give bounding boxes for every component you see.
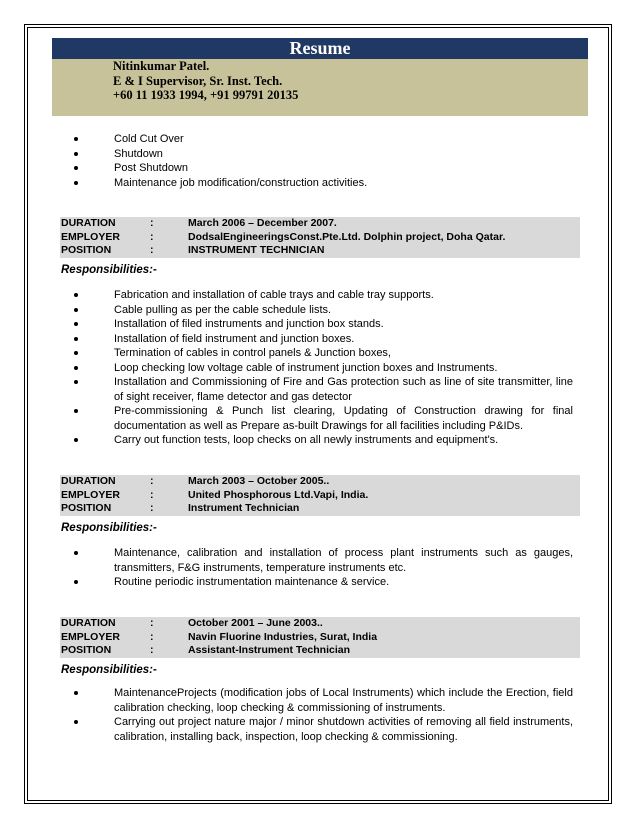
- list-item: Shutdown: [62, 147, 562, 162]
- contact-block: [52, 59, 588, 116]
- bullet-icon: [74, 137, 78, 141]
- list-item: Installation of field instrument and junction boxes.: [62, 332, 573, 347]
- job-position: Instrument Technician: [188, 502, 300, 514]
- bullet-icon: [74, 166, 78, 170]
- list-item: Carry out function tests, loop checks on all newly instruments and equipment's.: [62, 433, 573, 448]
- job-employer: DodsalEngineeringsConst.Pte.Ltd. Dolphin project, Doha Qatar.: [188, 230, 506, 243]
- responsibilities-list-1: [62, 288, 573, 448]
- duration-row: DURATION : March 2003 – October 2005..: [60, 475, 580, 489]
- list-item: Loop checking low voltage cable of instrument junction boxes and Instruments.: [62, 361, 573, 376]
- position-row: POSITION : INSTRUMENT TECHNICIAN: [60, 244, 580, 258]
- duration-row: DURATION : October 2001 – June 2003..: [60, 617, 580, 631]
- list-item: Installation of filed instruments and junction box stands.: [62, 317, 573, 332]
- bullet-icon: [74, 438, 78, 442]
- responsibilities-list-3: [62, 686, 573, 744]
- job-table-2: [60, 475, 580, 516]
- bullet-icon: [74, 380, 78, 384]
- list-item: Cable pulling as per the cable schedule lists.: [62, 303, 573, 318]
- resume-title: Resume: [52, 38, 588, 59]
- bullet-icon: [74, 293, 78, 297]
- job-table-1: [60, 217, 580, 258]
- job-position: Assistant-Instrument Technician: [188, 644, 351, 656]
- position-row: POSITION : Assistant-Instrument Technician: [60, 644, 580, 658]
- job-duration: October 2001 – June 2003..: [188, 617, 323, 629]
- bullet-icon: [74, 409, 78, 413]
- list-item: Cold Cut Over: [62, 132, 562, 147]
- list-item: Maintenance, calibration and installation of process plant instruments such as gauges, transmitters, F&G instruments, temperature instruments etc.: [62, 546, 573, 575]
- job-table-3: [60, 617, 580, 658]
- bullet-icon: [74, 152, 78, 156]
- job-duration: March 2006 – December 2007.: [188, 217, 337, 229]
- list-item: Post Shutdown: [62, 161, 562, 176]
- candidate-phones: +60 11 1933 1994, +91 99791 20135: [113, 88, 299, 102]
- job-duration: March 2003 – October 2005..: [188, 475, 330, 487]
- list-item: Installation and Commissioning of Fire and Gas protection such as line of site transmitter, line of sight receiver, flame detector and gas detector: [62, 375, 573, 404]
- candidate-name: Nitinkumar Patel.: [113, 59, 210, 73]
- list-item: Termination of cables in control panels & Junction boxes,: [62, 346, 573, 361]
- bullet-icon: [74, 366, 78, 370]
- duration-row: DURATION : March 2006 – December 2007.: [60, 217, 580, 231]
- job-employer: Navin Fluorine Industries, Surat, India: [188, 630, 378, 643]
- responsibilities-heading: Responsibilities:-: [61, 522, 157, 534]
- responsibilities-list-2: [62, 546, 573, 590]
- position-row: POSITION : Instrument Technician: [60, 502, 580, 516]
- employer-row: EMPLOYER : United Phosphorous Ltd.Vapi, India.: [60, 489, 580, 503]
- list-item: Fabrication and installation of cable trays and cable tray supports.: [62, 288, 573, 303]
- job-employer: United Phosphorous Ltd.Vapi, India.: [188, 488, 369, 501]
- list-item: Pre-commissioning & Punch list clearing, Updating of Construction drawing for final documentation as well as Prepare as-built Drawings for all facilities including P&IDs.: [62, 404, 573, 433]
- bullet-icon: [74, 351, 78, 355]
- bullet-icon: [74, 691, 78, 695]
- list-item: Carrying out project nature major / minor shutdown activities of removing all field instruments, calibration, installing back, inspection, loop checking & commissioning.: [62, 715, 573, 744]
- bullet-icon: [74, 580, 78, 584]
- bullet-icon: [74, 720, 78, 724]
- responsibilities-heading: Responsibilities:-: [61, 264, 157, 276]
- bullet-icon: [74, 337, 78, 341]
- intro-list: [62, 132, 562, 190]
- candidate-role: E & I Supervisor, Sr. Inst. Tech.: [113, 73, 283, 88]
- bullet-icon: [74, 322, 78, 326]
- bullet-icon: [74, 308, 78, 312]
- bullet-icon: [74, 181, 78, 185]
- list-item: Routine periodic instrumentation maintenance & service.: [62, 575, 573, 590]
- list-item: MaintenanceProjects (modification jobs of Local Instruments) which include the Erection, field calibration checking, loop checking & commissioning of instruments.: [62, 686, 573, 715]
- job-position: INSTRUMENT TECHNICIAN: [188, 244, 325, 256]
- employer-row: EMPLOYER : Navin Fluorine Industries, Surat, India: [60, 631, 580, 645]
- resume-header: [52, 38, 588, 116]
- employer-row: EMPLOYER : DodsalEngineeringsConst.Pte.Ltd. Dolphin project, Doha Qatar.: [60, 231, 580, 245]
- list-item: Maintenance job modification/construction activities.: [62, 176, 562, 191]
- bullet-icon: [74, 551, 78, 555]
- responsibilities-heading: Responsibilities:-: [61, 664, 157, 676]
